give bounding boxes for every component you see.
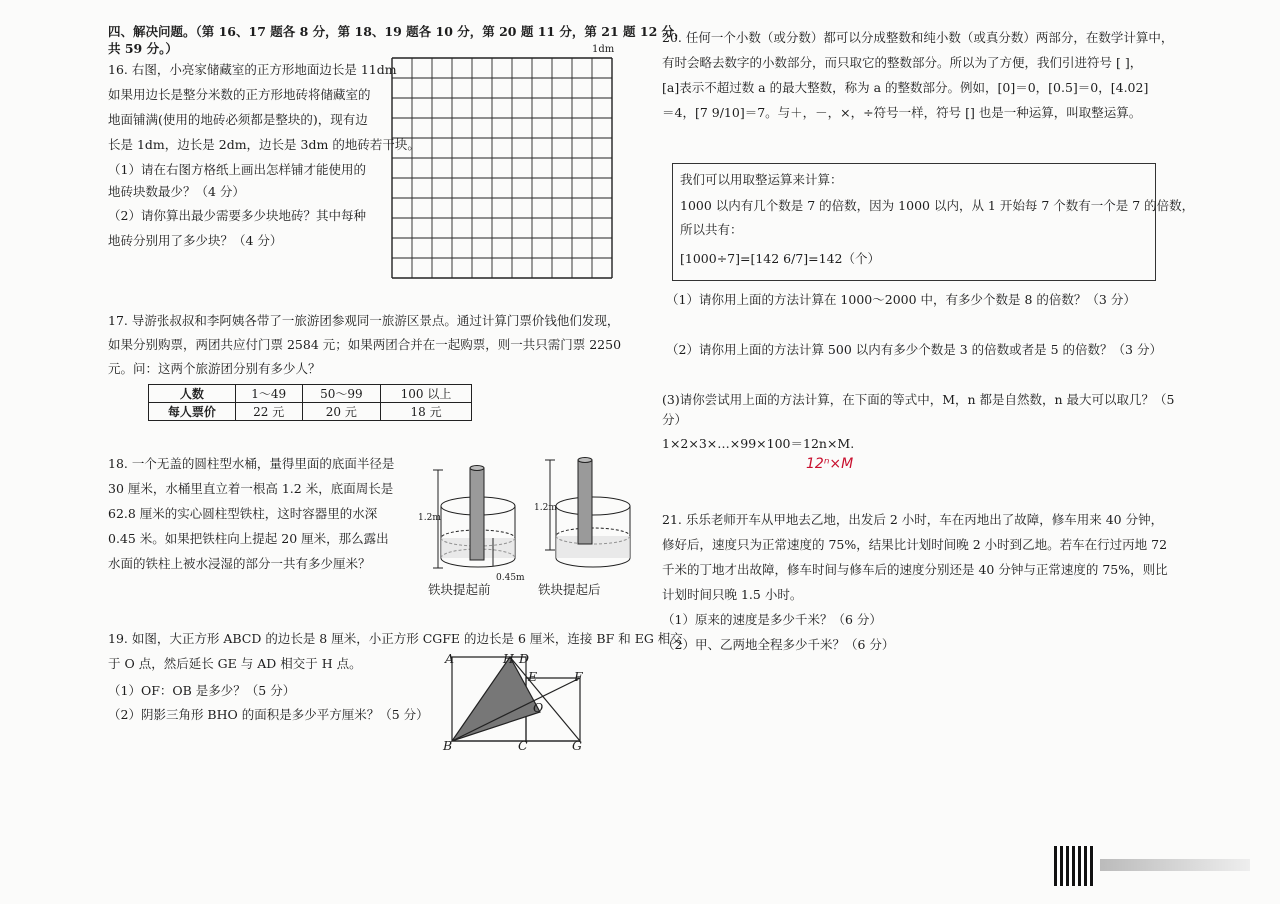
water-depth-label: 0.45m <box>496 573 525 583</box>
q21-line: 21. 乐乐老师开车从甲地去乙地，出发后 2 小时，车在丙地出了故障，修车用来 40 分钟， <box>662 512 1164 527</box>
section-title: 四、解决问题。（第 16、17 题各 8 分，第 18、19 题各 10 分，第 20 题 11 分，第 21 题 12 分， <box>108 24 687 39</box>
table-cell: 50～99 <box>302 385 380 403</box>
table-cell: 1～49 <box>235 385 302 403</box>
q16-line: 16. 右图，小亮家储藏室的正方形地面边长是 11dm <box>108 62 397 77</box>
q16-line: 如果用边长是整分米数的正方形地砖将储藏室的 <box>108 87 371 102</box>
point-label-a: A <box>445 651 455 666</box>
point-label-o: O <box>533 700 544 715</box>
q18-line: 30 厘米，水桶里直立着一根高 1.2 米，底面周长是 <box>108 481 394 496</box>
table-cell: 人数 <box>149 385 236 403</box>
ticket-price-table <box>148 384 472 421</box>
point-label-d: D <box>519 651 530 666</box>
qr-code-icon <box>1054 846 1094 886</box>
q20-line: 20. 任何一个小数（或分数）都可以分成整数和纯小数（或真分数）两部分，在数学计算中， <box>662 30 1174 45</box>
caption-before: 铁块提起前 <box>428 582 491 597</box>
point-label-c: C <box>518 738 528 753</box>
example-line: 我们可以用取整运算来计算： <box>680 172 843 187</box>
q16-line: （2）请你算出最少需要多少块地砖？其中每种 <box>108 208 366 223</box>
q17-line: 如果分别购票，两团共应付门票 2584 元；如果两团合并在一起购票，则一共只需门票 2250 <box>108 337 622 352</box>
q20-line: [a]表示不超过数 a 的最大整数，称为 a 的整数部分。例如，[0]＝0，[0.5]＝0，[4.02] <box>662 80 1149 95</box>
height-label-after: 1.2m <box>534 503 557 513</box>
q21-line: 修好后，速度只为正常速度的 75%，结果比计划时间晚 2 小时到乙地。若车在行过丙地 72 <box>662 537 1168 552</box>
q18-line: 水面的铁柱上被水浸湿的部分一共有多少厘米？ <box>108 556 371 571</box>
q16-line: 长是 1dm，边长是 2dm，边长是 3dm 的地砖若干块。 <box>108 137 420 152</box>
q21-line: 千米的丁地才出故障，修车时间与修车后的速度分别还是 40 分钟与正常速度的 75%，则比 <box>662 562 1168 577</box>
q17-line: 17. 导游张叔叔和李阿姨各带了一旅游团参观同一旅游区景点。通过计算门票价钱他们发现， <box>108 313 620 328</box>
table-cell: 20 元 <box>302 403 380 421</box>
q21-sub1: （1）原来的速度是多少千米？（6 分） <box>662 612 882 627</box>
q19-line: 于 O 点，然后延长 GE 与 AD 相交于 H 点。 <box>108 656 362 671</box>
table-cell: 每人票价 <box>149 403 236 421</box>
q20-equation: 1×2×3×…×99×100＝12n×M. <box>662 436 855 451</box>
point-label-f: F <box>574 669 583 684</box>
q21-line: 计划时间只晚 1.5 小时。 <box>662 587 803 602</box>
q16-line: （1）请在右图方格纸上画出怎样铺才能使用的 <box>108 162 366 177</box>
q18-line: 62.8 厘米的实心圆柱型铁柱，这时容器里的水深 <box>108 506 378 521</box>
point-label-g: G <box>572 738 582 753</box>
bucket-after <box>545 458 630 567</box>
table-cell: 22 元 <box>235 403 302 421</box>
q19-line: （1）OF：OB 是多少？（5 分） <box>108 683 296 698</box>
q16-line: 地面铺满(使用的地砖必须都是整块的)，现有边 <box>108 112 368 127</box>
height-label-before: 1.2m <box>418 513 441 523</box>
example-line: 1000 以内有几个数是 7 的倍数，因为 1000 以内，从 1 开始每 7 个数有一个是 7 的倍数， <box>680 198 1195 213</box>
q18-line: 18. 一个无盖的圆柱型水桶，量得里面的底面半径是 <box>108 456 395 471</box>
q17-line: 元。问：这两个旅游团分别有多少人？ <box>108 361 321 376</box>
example-line: 所以共有： <box>680 222 743 237</box>
q19-line: 19. 如图，大正方形 ABCD 的边长是 8 厘米，小正方形 CGFE 的边长是 6 厘米，连接 BF 和 EG 相交 <box>108 631 683 646</box>
table-cell: 18 元 <box>381 403 472 421</box>
bucket-before <box>433 466 515 569</box>
q20-sub3-cont: 分） <box>662 412 688 427</box>
handwritten-correction: 12ⁿ×M <box>806 456 854 472</box>
table-row <box>149 385 472 403</box>
bucket-figures <box>418 458 628 578</box>
graph-paper-grid[interactable] <box>390 56 615 282</box>
grid-unit-label: 1dm <box>592 44 615 55</box>
point-label-h: H <box>503 651 514 666</box>
q21-sub2: （2）甲、乙两地全程多少千米？（6 分） <box>662 637 895 652</box>
table-row <box>149 403 472 421</box>
watermark-bar <box>1100 859 1250 871</box>
section-title-cont: 共 59 分。） <box>108 41 178 56</box>
point-label-b: B <box>443 738 453 753</box>
example-line: [1000÷7]=[142 6/7]=142（个） <box>680 251 881 266</box>
q18-line: 0.45 米。如果把铁柱向上提起 20 厘米，那么露出 <box>108 531 389 546</box>
q20-line: ＝4，[7 9/10]＝7。与＋，－，×，÷符号一样，符号 [] 也是一种运算，叫取整运算。 <box>662 105 1142 120</box>
q20-sub2: （2）请你用上面的方法计算 500 以内有多少个数是 3 的倍数或者是 5 的倍数？（3 分） <box>666 342 1162 357</box>
caption-after: 铁块提起后 <box>538 582 601 597</box>
q16-line: 地砖块数最少？（4 分） <box>108 184 245 199</box>
q20-line: 有时会略去数字的小数部分，而只取它的整数部分。所以为了方便，我们引进符号 [ ]， <box>662 55 1143 70</box>
q16-line: 地砖分别用了多少块？（4 分） <box>108 233 283 248</box>
q20-sub3: (3)请你尝试用上面的方法计算，在下面的等式中，M，n 都是自然数，n 最大可以取几？（5 <box>662 392 1175 407</box>
q20-sub1: （1）请你用上面的方法计算在 1000～2000 中，有多少个数是 8 的倍数？（3 分） <box>666 292 1136 307</box>
point-label-e: E <box>528 669 538 684</box>
table-cell: 100 以上 <box>381 385 472 403</box>
q19-line: （2）阴影三角形 BHO 的面积是多少平方厘米？（5 分） <box>108 707 429 722</box>
